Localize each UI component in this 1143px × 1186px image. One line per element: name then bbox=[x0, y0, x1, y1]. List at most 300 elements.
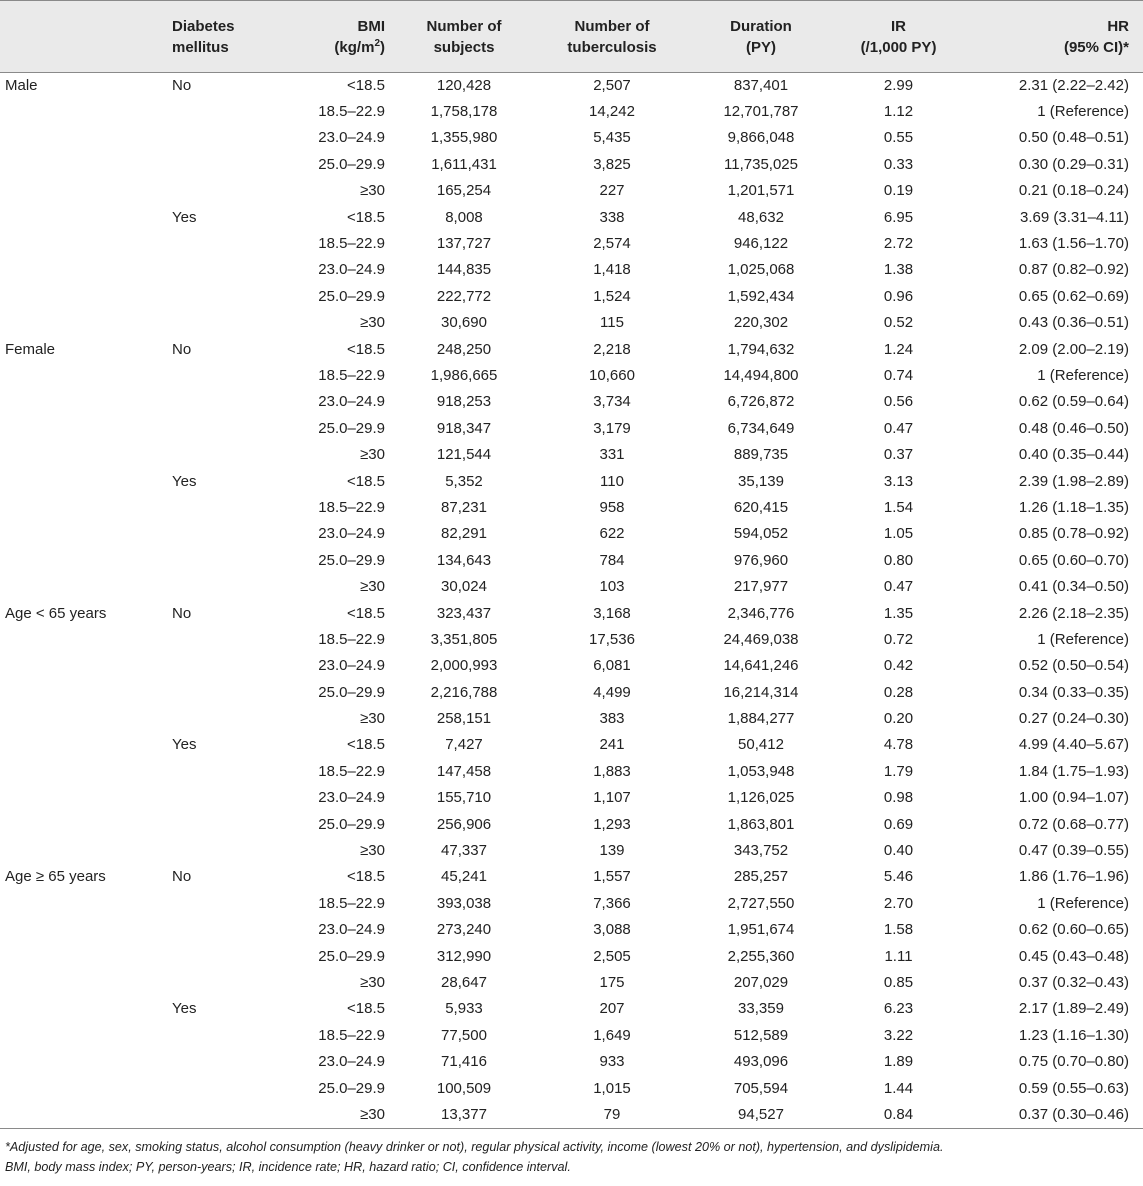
header-hazard-ratio bbox=[961, 1, 1143, 73]
cell-duration: 343,752 bbox=[733, 842, 789, 860]
cell-hr: 0.85 (0.78–0.92) bbox=[1018, 525, 1129, 543]
cell-diabetes bbox=[167, 1102, 277, 1128]
cell-ir: 4.78 bbox=[883, 736, 914, 754]
cell-ir: 1.35 bbox=[883, 604, 914, 622]
cell-duration: 620,415 bbox=[733, 498, 789, 516]
cell-diabetes bbox=[167, 917, 277, 943]
header-number-of-tuberculosis bbox=[538, 1, 686, 73]
cell-bmi: 23.0–24.9 bbox=[318, 261, 385, 279]
cell-duration: 705,594 bbox=[733, 1079, 789, 1097]
cell-tuberculosis: 331 bbox=[599, 446, 625, 464]
cell-ir: 1.89 bbox=[883, 1053, 914, 1071]
cell-ir: 5.46 bbox=[883, 868, 914, 886]
cell-duration: 1,201,571 bbox=[727, 182, 795, 200]
cell-hr: 0.52 (0.50–0.54) bbox=[1018, 657, 1129, 675]
cell-group bbox=[0, 125, 167, 151]
cell-diabetes bbox=[167, 679, 277, 705]
table-row bbox=[0, 231, 1143, 257]
header-number-of-subjects bbox=[390, 1, 538, 73]
cell-group: Male bbox=[5, 76, 38, 94]
cell-duration: 48,632 bbox=[738, 208, 784, 226]
cell-subjects: 134,643 bbox=[436, 551, 492, 569]
cell-bmi: 25.0–29.9 bbox=[318, 155, 385, 173]
table-row bbox=[0, 125, 1143, 151]
cell-ir: 6.23 bbox=[883, 1000, 914, 1018]
table-row bbox=[0, 759, 1143, 785]
cell-hr: 0.21 (0.18–0.24) bbox=[1018, 182, 1129, 200]
cell-tuberculosis: 3,179 bbox=[593, 419, 631, 437]
cell-ir: 1.05 bbox=[883, 525, 914, 543]
cell-ir: 1.79 bbox=[883, 762, 914, 780]
cell-group bbox=[0, 679, 167, 705]
cell-subjects: 71,416 bbox=[441, 1053, 487, 1071]
cell-group bbox=[0, 495, 167, 521]
cell-subjects: 323,437 bbox=[436, 604, 492, 622]
cell-tuberculosis: 10,660 bbox=[589, 366, 635, 384]
cell-duration: 594,052 bbox=[733, 525, 789, 543]
cell-hr: 0.65 (0.60–0.70) bbox=[1018, 551, 1129, 569]
cell-subjects: 120,428 bbox=[436, 76, 492, 94]
cell-group bbox=[0, 811, 167, 837]
cell-subjects: 5,933 bbox=[445, 1000, 483, 1018]
cell-subjects: 3,351,805 bbox=[430, 630, 498, 648]
cell-hr: 0.37 (0.32–0.43) bbox=[1018, 973, 1129, 991]
cell-hr: 1.84 (1.75–1.93) bbox=[1018, 762, 1129, 780]
cell-duration: 14,641,246 bbox=[723, 657, 799, 675]
cell-subjects: 137,727 bbox=[436, 235, 492, 253]
cell-diabetes bbox=[167, 627, 277, 653]
header-subjects-line2: subjects bbox=[433, 38, 495, 56]
cell-ir: 6.95 bbox=[883, 208, 914, 226]
cell-subjects: 2,000,993 bbox=[430, 657, 498, 675]
cell-hr: 1.00 (0.94–1.07) bbox=[1018, 789, 1129, 807]
table-row bbox=[0, 679, 1143, 705]
cell-diabetes bbox=[167, 231, 277, 257]
cell-group bbox=[0, 759, 167, 785]
table-header bbox=[0, 1, 1143, 73]
cell-diabetes bbox=[167, 759, 277, 785]
cell-ir: 1.54 bbox=[883, 498, 914, 516]
cell-ir: 1.44 bbox=[883, 1079, 914, 1097]
cell-tuberculosis: 3,825 bbox=[593, 155, 631, 173]
cell-diabetes: No bbox=[172, 604, 192, 622]
cell-bmi: 25.0–29.9 bbox=[318, 551, 385, 569]
cell-subjects: 7,427 bbox=[445, 736, 483, 754]
cell-ir: 0.37 bbox=[883, 446, 914, 464]
cell-hr: 0.41 (0.34–0.50) bbox=[1018, 578, 1129, 596]
cell-tuberculosis: 2,505 bbox=[593, 947, 631, 965]
cell-ir: 0.85 bbox=[883, 973, 914, 991]
header-ir-line1: IR bbox=[891, 17, 906, 35]
table-row bbox=[0, 73, 1143, 99]
cell-group bbox=[0, 574, 167, 600]
cell-ir: 2.70 bbox=[883, 894, 914, 912]
cell-bmi: 23.0–24.9 bbox=[318, 657, 385, 675]
cell-subjects: 2,216,788 bbox=[430, 683, 498, 701]
cell-subjects: 5,352 bbox=[445, 472, 483, 490]
cell-tuberculosis: 207 bbox=[599, 1000, 625, 1018]
cell-bmi: 25.0–29.9 bbox=[318, 1079, 385, 1097]
cell-diabetes bbox=[167, 1023, 277, 1049]
cell-ir: 0.84 bbox=[836, 1102, 961, 1128]
cell-group bbox=[0, 204, 167, 230]
table-row bbox=[0, 600, 1143, 626]
cell-tuberculosis: 3,734 bbox=[593, 393, 631, 411]
header-bmi-line2-post: ) bbox=[380, 38, 385, 56]
cell-duration: 24,469,038 bbox=[723, 630, 799, 648]
cell-subjects: 144,835 bbox=[436, 261, 492, 279]
cell-ir: 0.69 bbox=[883, 815, 914, 833]
cell-hr: 1.26 (1.18–1.35) bbox=[1018, 498, 1129, 516]
cell-duration: 512,589 bbox=[733, 1026, 789, 1044]
cell-diabetes bbox=[167, 284, 277, 310]
cell-duration: 2,346,776 bbox=[727, 604, 795, 622]
cell-hr: 2.26 (2.18–2.35) bbox=[1018, 604, 1129, 622]
cell-duration: 889,735 bbox=[733, 446, 789, 464]
header-group bbox=[0, 1, 167, 73]
cell-bmi: 18.5–22.9 bbox=[318, 235, 385, 253]
cell-group bbox=[0, 99, 167, 125]
cell-bmi: ≥30 bbox=[360, 710, 385, 728]
cell-diabetes bbox=[167, 653, 277, 679]
cell-diabetes bbox=[167, 838, 277, 864]
header-duration-line1: Duration bbox=[730, 17, 792, 35]
cell-tuberculosis: 79 bbox=[538, 1102, 686, 1128]
cell-duration: 1,126,025 bbox=[727, 789, 795, 807]
cell-group bbox=[0, 891, 167, 917]
table-row bbox=[0, 1049, 1143, 1075]
cell-tuberculosis: 1,293 bbox=[593, 815, 631, 833]
cell-tuberculosis: 1,649 bbox=[593, 1026, 631, 1044]
cell-tuberculosis: 3,168 bbox=[593, 604, 631, 622]
cell-hr: 2.31 (2.22–2.42) bbox=[1018, 76, 1129, 94]
cell-diabetes bbox=[167, 811, 277, 837]
cell-group bbox=[0, 838, 167, 864]
cell-group bbox=[0, 627, 167, 653]
cell-group bbox=[0, 284, 167, 310]
cell-duration: 217,977 bbox=[733, 578, 789, 596]
cell-duration: 1,951,674 bbox=[727, 921, 795, 939]
cell-bmi: 23.0–24.9 bbox=[318, 525, 385, 543]
cell-tuberculosis: 17,536 bbox=[589, 630, 635, 648]
cell-bmi: ≥30 bbox=[360, 973, 385, 991]
cell-subjects: 918,253 bbox=[436, 393, 492, 411]
table-row bbox=[0, 521, 1143, 547]
cell-subjects: 918,347 bbox=[436, 419, 492, 437]
cell-hr: 1.63 (1.56–1.70) bbox=[1018, 235, 1129, 253]
cell-ir: 1.58 bbox=[883, 921, 914, 939]
cell-hr: 0.65 (0.62–0.69) bbox=[1018, 287, 1129, 305]
cell-diabetes bbox=[167, 521, 277, 547]
cell-ir: 1.12 bbox=[883, 103, 914, 121]
cell-duration: 1,884,277 bbox=[727, 710, 795, 728]
cell-group bbox=[0, 468, 167, 494]
cell-tuberculosis: 1,883 bbox=[593, 762, 631, 780]
header-diabetes-line2: mellitus bbox=[172, 38, 229, 56]
header-diabetes-mellitus bbox=[167, 1, 277, 73]
cell-duration: 1,794,632 bbox=[727, 340, 795, 358]
cell-bmi: 18.5–22.9 bbox=[318, 630, 385, 648]
cell-hr: 2.09 (2.00–2.19) bbox=[1018, 340, 1129, 358]
cell-bmi: 18.5–22.9 bbox=[318, 894, 385, 912]
cell-ir: 2.72 bbox=[883, 235, 914, 253]
cell-subjects: 82,291 bbox=[441, 525, 487, 543]
cell-group bbox=[0, 996, 167, 1022]
cell-subjects: 30,024 bbox=[441, 578, 487, 596]
cell-duration: 33,359 bbox=[738, 1000, 784, 1018]
cell-bmi: 18.5–22.9 bbox=[318, 103, 385, 121]
cell-group bbox=[0, 152, 167, 178]
cell-duration: 2,255,360 bbox=[727, 947, 795, 965]
cell-bmi: <18.5 bbox=[347, 1000, 385, 1018]
cell-diabetes bbox=[167, 152, 277, 178]
table-row bbox=[0, 495, 1143, 521]
cell-group: Age < 65 years bbox=[5, 604, 107, 622]
header-hr-line2: (95% CI)* bbox=[1063, 38, 1129, 56]
table-row bbox=[0, 943, 1143, 969]
cell-subjects: 121,544 bbox=[436, 446, 492, 464]
cell-subjects: 1,758,178 bbox=[430, 103, 498, 121]
cell-diabetes: No bbox=[172, 340, 192, 358]
cell-group bbox=[0, 1049, 167, 1075]
table-row bbox=[0, 416, 1143, 442]
cell-bmi: <18.5 bbox=[347, 208, 385, 226]
cell-bmi: 23.0–24.9 bbox=[318, 921, 385, 939]
cell-bmi: 23.0–24.9 bbox=[318, 789, 385, 807]
cell-ir: 2.99 bbox=[883, 76, 914, 94]
cell-duration: 14,494,800 bbox=[723, 366, 799, 384]
cell-tuberculosis: 2,507 bbox=[593, 76, 631, 94]
cell-subjects: 1,986,665 bbox=[430, 366, 498, 384]
table-row bbox=[0, 917, 1143, 943]
cell-tuberculosis: 622 bbox=[599, 525, 625, 543]
cell-bmi: 23.0–24.9 bbox=[318, 1053, 385, 1071]
cell-tuberculosis: 3,088 bbox=[593, 921, 631, 939]
cell-tuberculosis: 338 bbox=[599, 208, 625, 226]
cell-tuberculosis: 241 bbox=[599, 736, 625, 754]
cell-group bbox=[0, 785, 167, 811]
cell-hr: 0.48 (0.46–0.50) bbox=[1018, 419, 1129, 437]
table-row bbox=[0, 864, 1143, 890]
cell-subjects: 100,509 bbox=[436, 1079, 492, 1097]
cell-diabetes bbox=[167, 970, 277, 996]
cell-subjects: 258,151 bbox=[436, 710, 492, 728]
cell-subjects: 312,990 bbox=[436, 947, 492, 965]
cell-hr: 3.69 (3.31–4.11) bbox=[1020, 208, 1129, 226]
cell-group bbox=[0, 1023, 167, 1049]
table-row bbox=[0, 257, 1143, 283]
cell-tuberculosis: 933 bbox=[599, 1053, 625, 1071]
cell-bmi: <18.5 bbox=[347, 472, 385, 490]
cell-diabetes bbox=[167, 495, 277, 521]
cell-hr: 0.43 (0.36–0.51) bbox=[1018, 314, 1129, 332]
cell-bmi: 18.5–22.9 bbox=[318, 498, 385, 516]
cell-hr: 1 (Reference) bbox=[1037, 366, 1129, 384]
cell-ir: 0.19 bbox=[883, 182, 914, 200]
header-incidence-rate bbox=[836, 1, 961, 73]
cell-group bbox=[0, 389, 167, 415]
table-row bbox=[0, 1023, 1143, 1049]
cell-bmi: ≥30 bbox=[360, 314, 385, 332]
cell-bmi: 25.0–29.9 bbox=[318, 419, 385, 437]
cell-ir: 0.52 bbox=[883, 314, 914, 332]
cell-diabetes bbox=[167, 891, 277, 917]
cell-diabetes bbox=[167, 310, 277, 336]
cell-subjects: 1,611,431 bbox=[431, 155, 497, 173]
cell-ir: 0.20 bbox=[883, 710, 914, 728]
cell-ir: 0.28 bbox=[883, 683, 914, 701]
cell-subjects: 30,690 bbox=[441, 314, 487, 332]
table-row bbox=[0, 653, 1143, 679]
header-duration-line2: (PY) bbox=[746, 38, 776, 56]
cell-bmi: 25.0–29.9 bbox=[318, 287, 385, 305]
header-tb-line2: tuberculosis bbox=[567, 38, 657, 56]
table-row bbox=[0, 811, 1143, 837]
table-row bbox=[0, 1075, 1143, 1101]
cell-diabetes bbox=[167, 416, 277, 442]
cell-bmi: <18.5 bbox=[347, 604, 385, 622]
cell-tuberculosis: 1,015 bbox=[593, 1079, 631, 1097]
cell-tuberculosis: 6,081 bbox=[593, 657, 631, 675]
cell-bmi: 18.5–22.9 bbox=[318, 762, 385, 780]
table-row bbox=[0, 706, 1143, 732]
cell-hr: 0.62 (0.60–0.65) bbox=[1018, 921, 1129, 939]
cell-group bbox=[0, 943, 167, 969]
cell-subjects: 28,647 bbox=[441, 973, 487, 991]
cell-hr: 1.86 (1.76–1.96) bbox=[1018, 868, 1129, 886]
cell-hr: 1 (Reference) bbox=[1037, 630, 1129, 648]
table-row bbox=[0, 284, 1143, 310]
cell-ir: 0.98 bbox=[883, 789, 914, 807]
cell-ir: 0.56 bbox=[883, 393, 914, 411]
cell-duration: 1,863,801 bbox=[727, 815, 795, 833]
cell-ir: 1.24 bbox=[883, 340, 914, 358]
cell-subjects: 45,241 bbox=[441, 868, 487, 886]
cell-duration: 11,735,025 bbox=[724, 155, 798, 173]
table-row bbox=[0, 574, 1143, 600]
cell-duration: 16,214,314 bbox=[723, 683, 799, 701]
table-footnotes bbox=[0, 1129, 1143, 1177]
cell-hr: 2.39 (1.98–2.89) bbox=[1018, 472, 1129, 490]
cell-subjects: 147,458 bbox=[436, 762, 492, 780]
header-row bbox=[0, 1, 1143, 73]
cell-diabetes bbox=[167, 706, 277, 732]
cell-duration: 35,139 bbox=[738, 472, 784, 490]
cell-bmi: 23.0–24.9 bbox=[318, 129, 385, 147]
table-row bbox=[0, 891, 1143, 917]
cell-ir: 3.22 bbox=[883, 1026, 914, 1044]
cell-bmi: 23.0–24.9 bbox=[318, 393, 385, 411]
cell-hr: 1 (Reference) bbox=[1037, 103, 1129, 121]
cell-bmi: ≥30 bbox=[360, 182, 385, 200]
header-duration bbox=[686, 1, 836, 73]
cell-bmi: ≥30 bbox=[277, 1102, 390, 1128]
cell-hr: 0.27 (0.24–0.30) bbox=[1018, 710, 1129, 728]
cell-tuberculosis: 784 bbox=[599, 551, 625, 569]
cell-diabetes: No bbox=[172, 868, 192, 886]
table-row bbox=[0, 1102, 1143, 1128]
cell-ir: 1.38 bbox=[883, 261, 914, 279]
cell-diabetes: Yes bbox=[172, 208, 197, 226]
cell-tuberculosis: 2,218 bbox=[593, 340, 631, 358]
table-row bbox=[0, 442, 1143, 468]
cell-ir: 0.47 bbox=[883, 578, 914, 596]
cell-group bbox=[0, 653, 167, 679]
cell-subjects: 248,250 bbox=[436, 340, 492, 358]
table-row bbox=[0, 548, 1143, 574]
cell-subjects: 8,008 bbox=[445, 208, 483, 226]
cell-duration: 6,734,649 bbox=[727, 419, 795, 437]
header-bmi-line2-sup: 2 bbox=[374, 37, 380, 49]
header-bmi-line2-pre: (kg/m bbox=[334, 38, 375, 56]
cell-bmi: <18.5 bbox=[347, 76, 385, 94]
table-row bbox=[0, 152, 1143, 178]
cell-bmi: 25.0–29.9 bbox=[318, 947, 385, 965]
cell-hr: 0.30 (0.29–0.31) bbox=[1018, 155, 1129, 173]
cell-subjects: 47,337 bbox=[441, 842, 487, 860]
cell-duration: 1,592,434 bbox=[727, 287, 795, 305]
cell-diabetes bbox=[167, 125, 277, 151]
table-row bbox=[0, 336, 1143, 362]
cell-subjects: 273,240 bbox=[436, 921, 492, 939]
cell-tuberculosis: 14,242 bbox=[589, 103, 635, 121]
cell-ir: 0.33 bbox=[883, 155, 914, 173]
cell-ir: 0.40 bbox=[883, 842, 914, 860]
cell-subjects: 256,906 bbox=[436, 815, 492, 833]
cell-ir: 0.72 bbox=[883, 630, 914, 648]
cell-hr: 1 (Reference) bbox=[1037, 894, 1129, 912]
cell-diabetes bbox=[167, 442, 277, 468]
header-subjects-line1: Number of bbox=[426, 17, 502, 35]
cell-tuberculosis: 227 bbox=[599, 182, 625, 200]
table-row bbox=[0, 99, 1143, 125]
cell-hr: 0.62 (0.59–0.64) bbox=[1018, 393, 1129, 411]
cell-tuberculosis: 103 bbox=[599, 578, 625, 596]
footnote-abbreviations: BMI, body mass index; PY, person-years; IR, incidence rate; HR, hazard ratio; CI, confidence interval. bbox=[5, 1159, 571, 1174]
cell-hr: 2.17 (1.89–2.49) bbox=[1018, 1000, 1129, 1018]
table-row bbox=[0, 310, 1143, 336]
cell-diabetes bbox=[167, 785, 277, 811]
cell-group bbox=[0, 363, 167, 389]
table-row bbox=[0, 204, 1143, 230]
table-row bbox=[0, 732, 1143, 758]
cell-group bbox=[0, 706, 167, 732]
header-ir-line2: (/1,000 PY) bbox=[860, 38, 937, 56]
table-row bbox=[0, 785, 1143, 811]
header-bmi bbox=[277, 1, 390, 73]
cell-duration: 207,029 bbox=[733, 973, 789, 991]
cell-group bbox=[0, 257, 167, 283]
cell-group bbox=[0, 1075, 167, 1101]
cell-duration: 2,727,550 bbox=[727, 894, 795, 912]
cell-duration: 6,726,872 bbox=[727, 393, 795, 411]
cell-bmi: 18.5–22.9 bbox=[318, 1026, 385, 1044]
cell-duration: 9,866,048 bbox=[727, 129, 795, 147]
table-row bbox=[0, 363, 1143, 389]
cell-diabetes: Yes bbox=[172, 736, 197, 754]
cell-diabetes bbox=[167, 574, 277, 600]
cell-duration: 285,257 bbox=[733, 868, 789, 886]
cell-tuberculosis: 383 bbox=[599, 710, 625, 728]
cell-tuberculosis: 1,107 bbox=[593, 789, 631, 807]
cell-hr: 0.37 (0.30–0.46) bbox=[961, 1102, 1143, 1128]
cell-bmi: ≥30 bbox=[360, 446, 385, 464]
cell-bmi: ≥30 bbox=[360, 842, 385, 860]
cell-duration: 12,701,787 bbox=[723, 103, 799, 121]
cell-group bbox=[0, 231, 167, 257]
cell-group bbox=[0, 970, 167, 996]
cell-ir: 0.55 bbox=[883, 129, 914, 147]
